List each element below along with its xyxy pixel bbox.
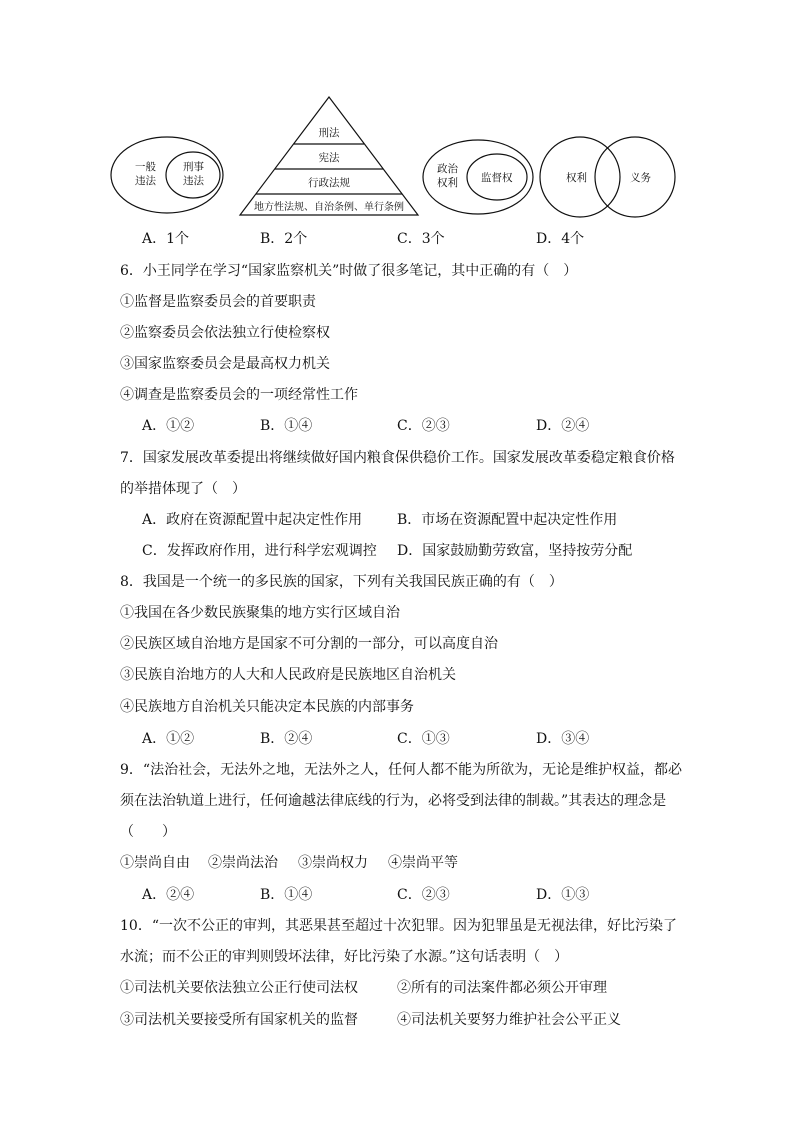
q5-option-a[interactable]: A．1个 [142,231,190,247]
q6-item-4: ④调查是监察委员会的一项经常性工作 [120,387,358,403]
q8-item-2: ②民族区域自治地方是国家不可分割的一部分，可以高度自治 [120,636,498,652]
fig4-right-label: 义务 [630,172,651,184]
q9-stem-line-3: （ ） [120,824,176,840]
pyramid-level-2: 宪法 [318,152,340,164]
q8-item-3: ③民族自治地方的人大和人民政府是民族地区自治机关 [120,667,456,683]
q6-item-3: ③国家监察委员会是最高权力机关 [120,356,330,372]
q6-item-1: ①监督是监察委员会的首要职责 [120,294,316,310]
q7-option-a[interactable]: A．政府在资源配置中起决定性作用 [142,512,363,528]
q9-stem-line-2: 须在法治轨道上进行，任何逾越法律底线的行为，必将受到法律的制裁。”其表达的理念是 [120,793,667,809]
q9-item-3: ③崇尚权力 [298,855,368,871]
q9-stem-line-1: 9．“法治社会，无法外之地，无法外之人，任何人都不能为所欲为，无论是维护权益，都必 [120,762,683,778]
figure-1-nested-ellipses [111,137,223,213]
q7-option-d[interactable]: D．国家鼓励勤劳致富，坚持按劳分配 [397,543,633,559]
q5-option-d[interactable]: D．4个 [536,231,585,247]
pyramid-level-4: 地方性法规、自治条例、单行条例 [254,202,404,213]
q9-option-a[interactable]: A．②④ [142,887,195,903]
q8-option-b[interactable]: B．②④ [260,731,313,747]
q7-option-b[interactable]: B．市场在资源配置中起决定性作用 [397,512,618,528]
q5-option-b[interactable]: B．2个 [260,231,308,247]
q6-option-b[interactable]: B．①④ [260,418,313,434]
q6-option-a[interactable]: A．①② [142,418,195,434]
figure-3-nested-ellipses [423,140,533,214]
fig4-left-label: 权利 [566,172,587,184]
q9-option-b[interactable]: B．①④ [260,887,313,903]
q10-item-3: ③司法机关要接受所有国家机关的监督 [120,1012,358,1028]
q7-stem-line-1: 7．国家发展改革委提出将继续做好国内粮食保供稳价工作。国家发展改革委稳定粮食价格 [120,450,675,466]
fig1-outer-label-2: 违法 [135,175,156,187]
figure-2-pyramid [240,97,418,215]
q8-option-d[interactable]: D．③④ [536,731,590,747]
q8-option-c[interactable]: C．①③ [397,731,450,747]
q9-item-4: ④崇尚平等 [388,855,458,871]
figure-4-venn [540,137,675,217]
q9-item-2: ②崇尚法治 [208,855,278,871]
pyramid-level-3: 行政法规 [308,177,350,189]
q8-item-1: ①我国在各少数民族聚集的地方实行区域自治 [120,605,400,621]
q8-option-a[interactable]: A．①② [142,731,195,747]
fig3-inner-label: 监督权 [481,172,513,184]
q7-stem-line-2: 的举措体现了（ ） [120,481,246,497]
q10-stem-line-2: 水流；而不公正的审判则毁坏法律，好比污染了水源。”这句话表明（ ） [120,949,569,965]
q10-item-1: ①司法机关要依法独立公正行使司法权 [120,980,358,996]
q8-item-4: ④民族地方自治机关只能决定本民族的内部事务 [120,699,414,715]
q5-option-c[interactable]: C．3个 [397,231,445,247]
q8-stem: 8．我国是一个统一的多民族的国家，下列有关我国民族正确的有（ ） [120,574,563,590]
q10-item-4: ④司法机关要努力维护社会公平正义 [397,1012,621,1028]
q9-option-c[interactable]: C．②③ [397,887,450,903]
fig1-inner-label-1: 刑事 [183,161,204,173]
q6-option-d[interactable]: D．②④ [536,418,590,434]
figure-row [110,95,690,220]
fig3-outer-label-2: 权利 [437,177,458,189]
q9-item-1: ①崇尚自由 [120,855,190,871]
q10-stem-line-1: 10．“一次不公正的审判，其恶果甚至超过十次犯罪。因为犯罪虽是无视法律，好比污染了 [120,918,677,934]
figure-diagrams [110,95,690,220]
pyramid-level-1: 刑法 [318,127,340,139]
q6-stem: 6．小王同学在学习“国家监察机关”时做了很多笔记，其中正确的有（ ） [120,263,578,279]
fig3-outer-label-1: 政治 [437,163,458,175]
q10-item-2: ②所有的司法案件都必须公开审理 [397,980,607,996]
fig1-inner-label-2: 违法 [183,175,204,187]
q6-option-c[interactable]: C．②③ [397,418,450,434]
q7-option-c[interactable]: C．发挥政府作用，进行科学宏观调控 [142,543,377,559]
fig1-outer-label-1: 一般 [135,161,156,173]
outer-ellipse [111,137,223,213]
q6-item-2: ②监察委员会依法独立行使检察权 [120,325,330,341]
q9-option-d[interactable]: D．①③ [536,887,590,903]
